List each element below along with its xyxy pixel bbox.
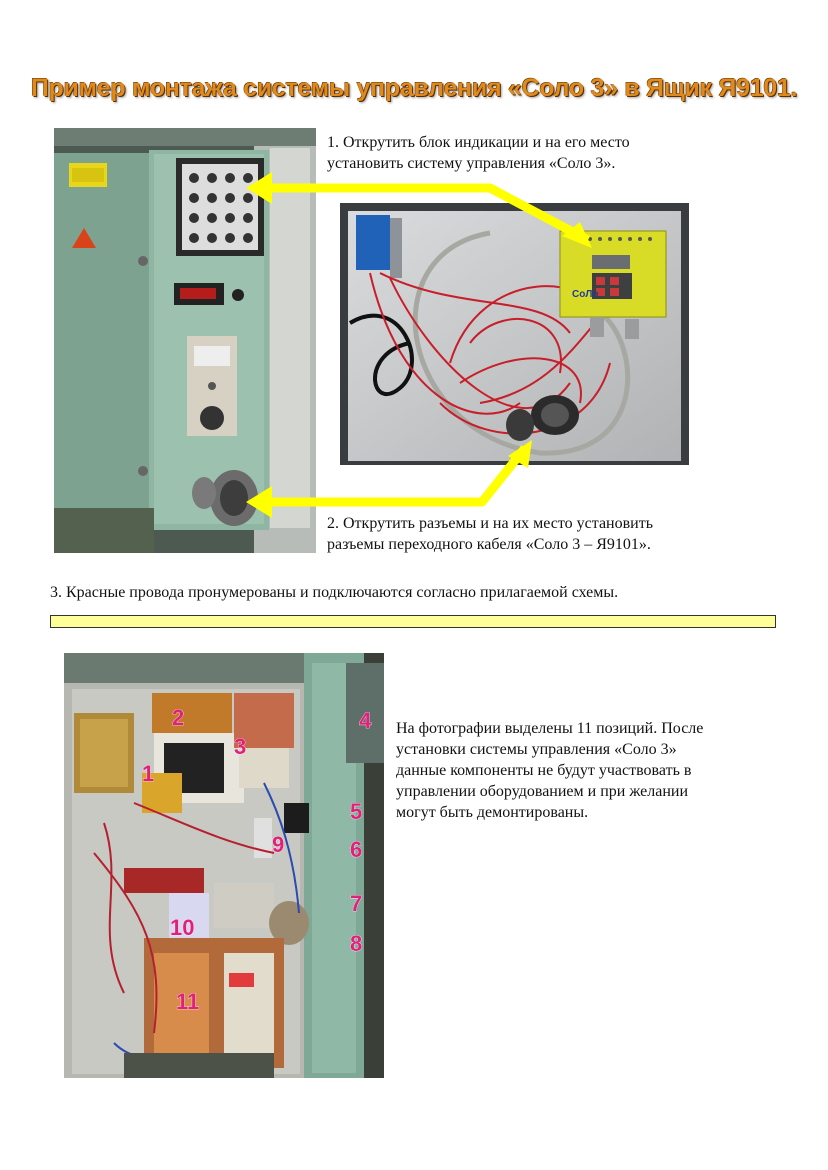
step-2-line-1: 2. Открутить разъемы и на их место установить xyxy=(327,515,654,532)
position-label-1: 1 xyxy=(142,761,155,786)
note-text xyxy=(396,718,703,823)
position-label-11: 11 xyxy=(176,989,200,1014)
note-line-1: На фотографии выделены 11 позиций. После xyxy=(396,720,704,737)
arrow-1 xyxy=(246,172,592,248)
note-line-2: установки системы управления «Соло 3» xyxy=(396,741,677,758)
page-title: Пример монтажа системы управления «Соло 3» в Ящик Я9101. xyxy=(30,74,798,102)
separator-bar xyxy=(50,615,776,628)
note-line-3: данные компоненты не будут участвовать в xyxy=(396,762,692,779)
cabinet-interior-photo xyxy=(64,653,384,1078)
step-1-line-1: 1. Открутить блок индикации и на его место xyxy=(327,134,630,151)
position-label-8: 8 xyxy=(350,931,363,956)
arrow-2 xyxy=(246,440,532,518)
position-label-3: 3 xyxy=(234,734,247,759)
position-label-10: 10 xyxy=(170,915,195,940)
note-line-4: управлении оборудованием и при желании xyxy=(396,783,689,800)
position-label-9: 9 xyxy=(272,832,285,857)
position-label-5: 5 xyxy=(350,799,363,824)
note-line-5: могут быть демонтированы. xyxy=(396,804,589,821)
step-3-text: 3. Красные провода пронумерованы и подключаются согласно прилагаемой схемы. xyxy=(50,584,619,601)
position-label-4: 4 xyxy=(359,708,372,733)
position-label-6: 6 xyxy=(350,837,363,862)
step-2-line-2: разъемы переходного кабеля «Соло 3 – Я9101». xyxy=(327,536,651,553)
position-label-2: 2 xyxy=(172,705,185,730)
position-label-7: 7 xyxy=(350,891,363,916)
step-1-line-2: установить систему управления «Соло 3». xyxy=(327,155,616,172)
solo-brand-label: СоЛо xyxy=(572,289,599,300)
